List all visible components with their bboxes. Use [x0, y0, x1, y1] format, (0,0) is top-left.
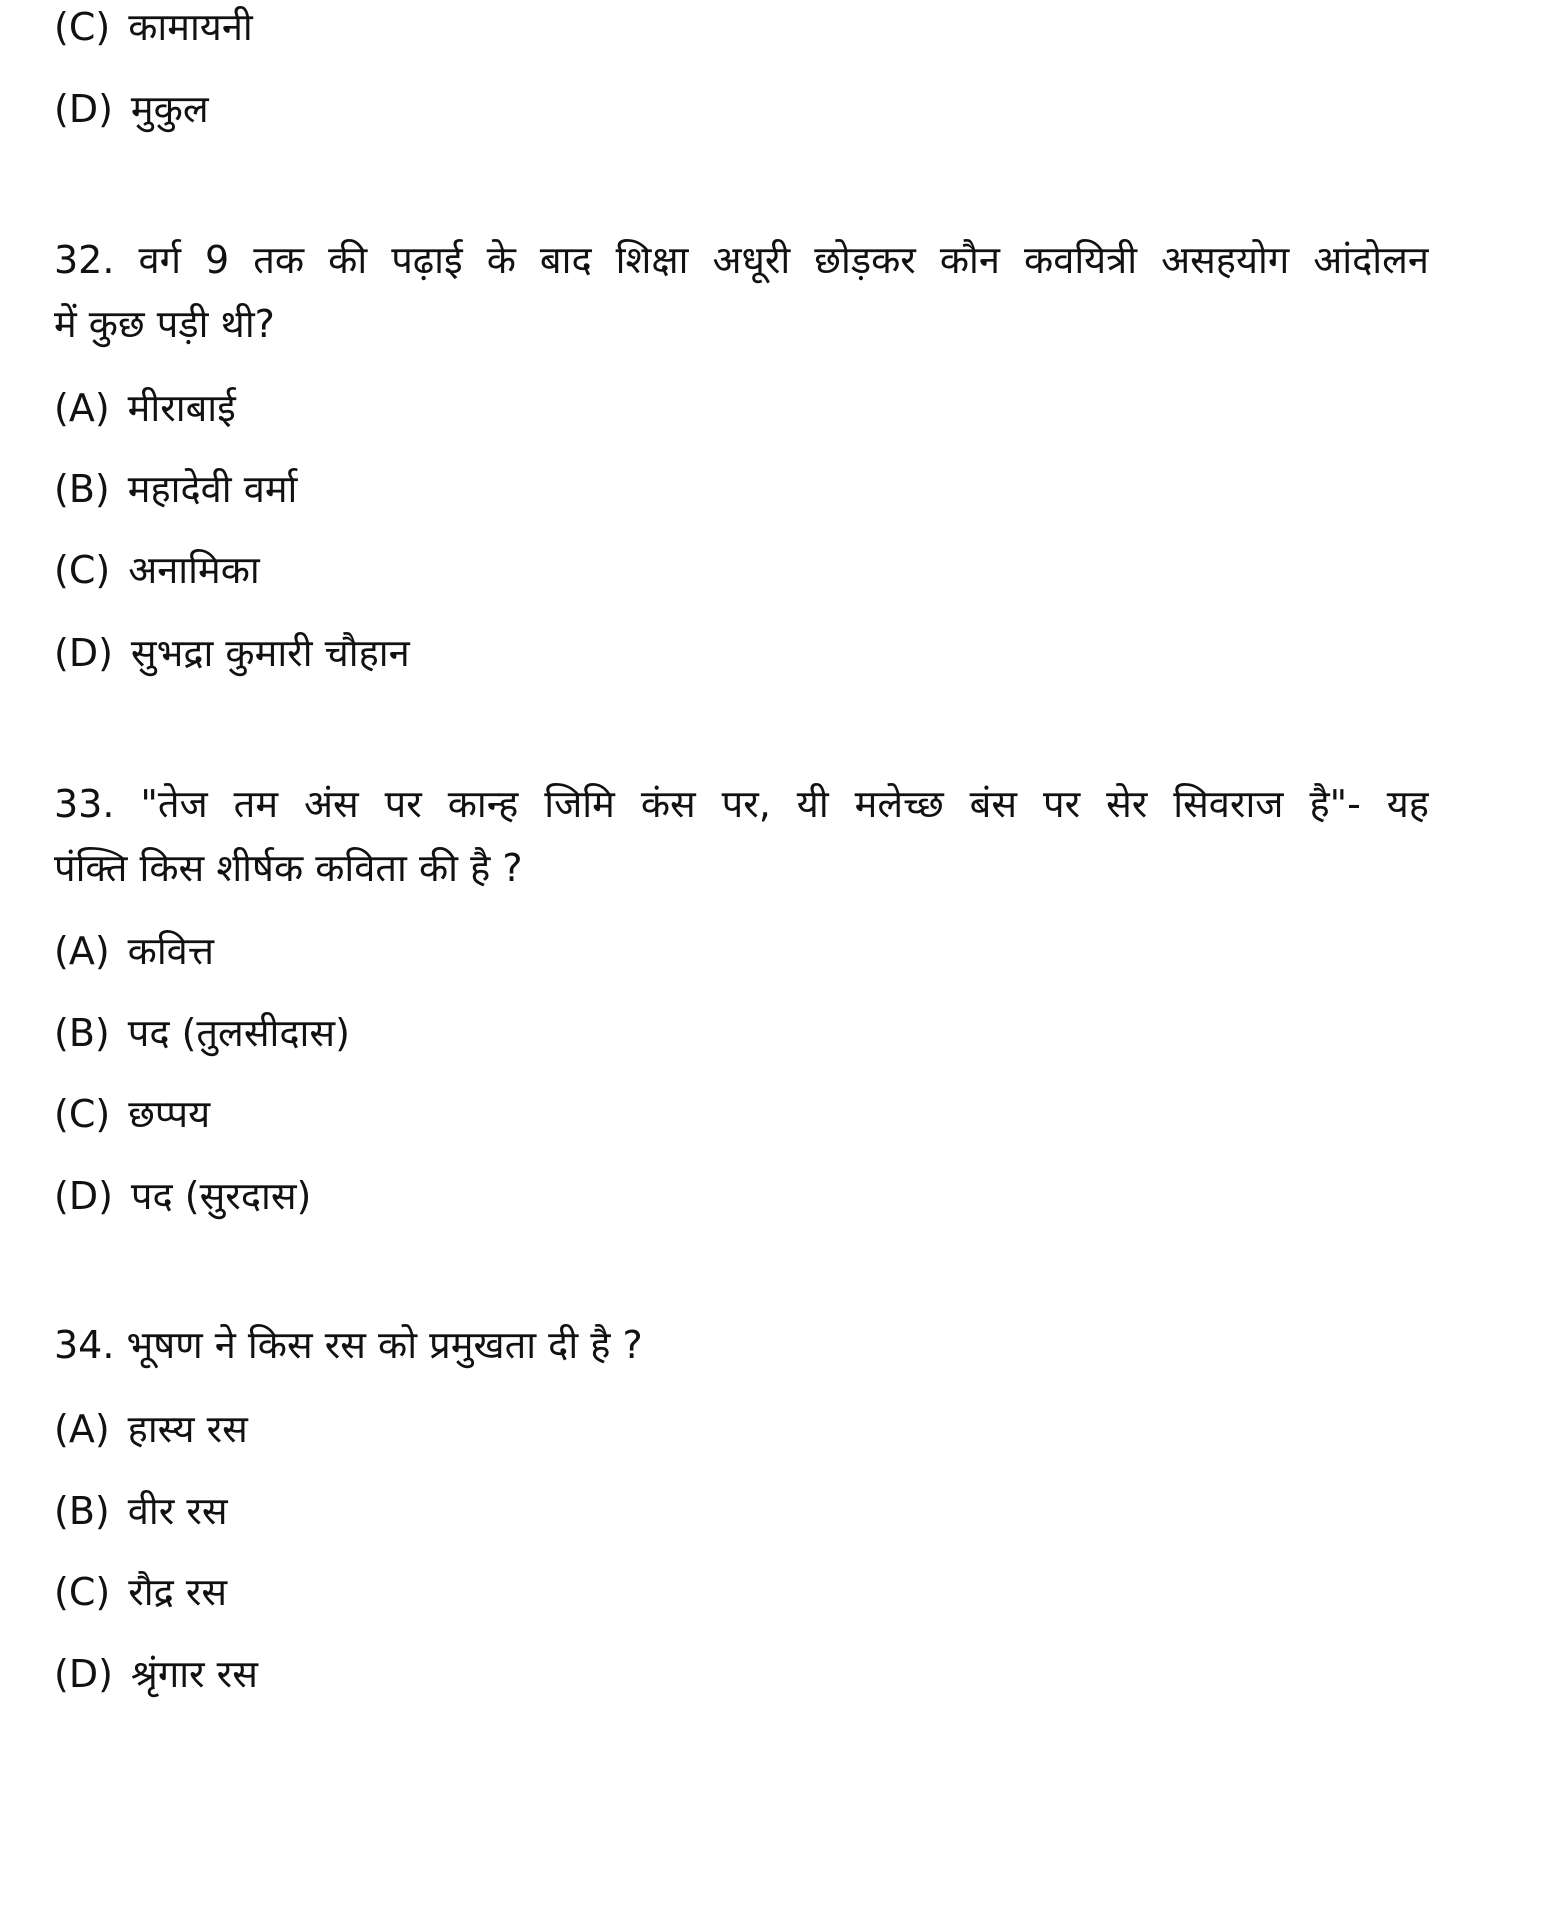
option-label: (C)	[54, 548, 111, 592]
question-number: 32.	[54, 238, 115, 282]
option-text: कवित्त	[127, 929, 215, 973]
option-label: (D)	[54, 631, 113, 675]
option-label: (C)	[54, 5, 111, 49]
q32-option-a	[54, 384, 236, 432]
q34-option-d	[54, 1650, 258, 1698]
option-label: (A)	[54, 1407, 110, 1451]
option-text: सुभद्रा कुमारी चौहान	[130, 631, 410, 675]
option-text: श्रृंगार रस	[130, 1652, 258, 1696]
question-number: 33.	[54, 782, 115, 826]
q32-option-d	[54, 629, 410, 677]
question-text: "तेज तम अंस पर कान्ह जिमि कंस पर, यी मलेच्छ बंस पर सेर सिवराज है"- यह	[140, 782, 1429, 826]
q33-question-line2: पंक्ति किस शीर्षक कविता की है ?	[54, 846, 523, 890]
option-text: वीर रस	[127, 1489, 228, 1533]
question-text: भूषण ने किस रस को प्रमुखता दी है ?	[126, 1323, 643, 1367]
option-label: (D)	[54, 87, 113, 131]
q32-question-line2: में कुछ पड़ी थी?	[54, 302, 275, 346]
q33-option-d	[54, 1172, 311, 1220]
option-label: (C)	[54, 1570, 111, 1614]
option-text: अनामिका	[128, 548, 260, 592]
option-text: पद (तुलसीदास)	[127, 1011, 350, 1055]
option-label: (B)	[54, 1011, 110, 1055]
option-label: (A)	[54, 929, 110, 973]
q34-option-a	[54, 1405, 248, 1453]
option-label: (B)	[54, 467, 110, 511]
option-text: मुकुल	[130, 87, 209, 131]
q32-question-line1	[54, 236, 1429, 284]
option-text: पद (सुरदास)	[130, 1174, 312, 1218]
q33-option-c	[54, 1090, 210, 1138]
q33-option-a	[54, 927, 214, 975]
option-label: (D)	[54, 1174, 113, 1218]
q34-option-b	[54, 1487, 228, 1535]
option-text: रौद्र रस	[128, 1570, 228, 1614]
option-text: कामायनी	[128, 5, 253, 49]
q32-option-b	[54, 465, 297, 513]
option-label: (A)	[54, 386, 110, 430]
q33-question-line1	[54, 780, 1429, 828]
option-label: (D)	[54, 1652, 113, 1696]
q33-option-b	[54, 1009, 350, 1057]
q31-option-d	[54, 85, 209, 133]
option-text: मीराबाई	[127, 386, 236, 430]
q32-option-c	[54, 546, 260, 594]
q31-option-c	[54, 3, 253, 51]
q34-question-line1	[54, 1321, 643, 1369]
option-label: (B)	[54, 1489, 110, 1533]
q34-option-c	[54, 1568, 227, 1616]
option-text: हास्य रस	[127, 1407, 248, 1451]
question-text: वर्ग 9 तक की पढ़ाई के बाद शिक्षा अधूरी छोड़कर कौन कवयित्री असहयोग आंदोलन	[138, 238, 1429, 282]
option-label: (C)	[54, 1092, 111, 1136]
question-number: 34.	[54, 1323, 115, 1367]
option-text: महादेवी वर्मा	[127, 467, 298, 511]
option-text: छप्पय	[128, 1092, 211, 1136]
